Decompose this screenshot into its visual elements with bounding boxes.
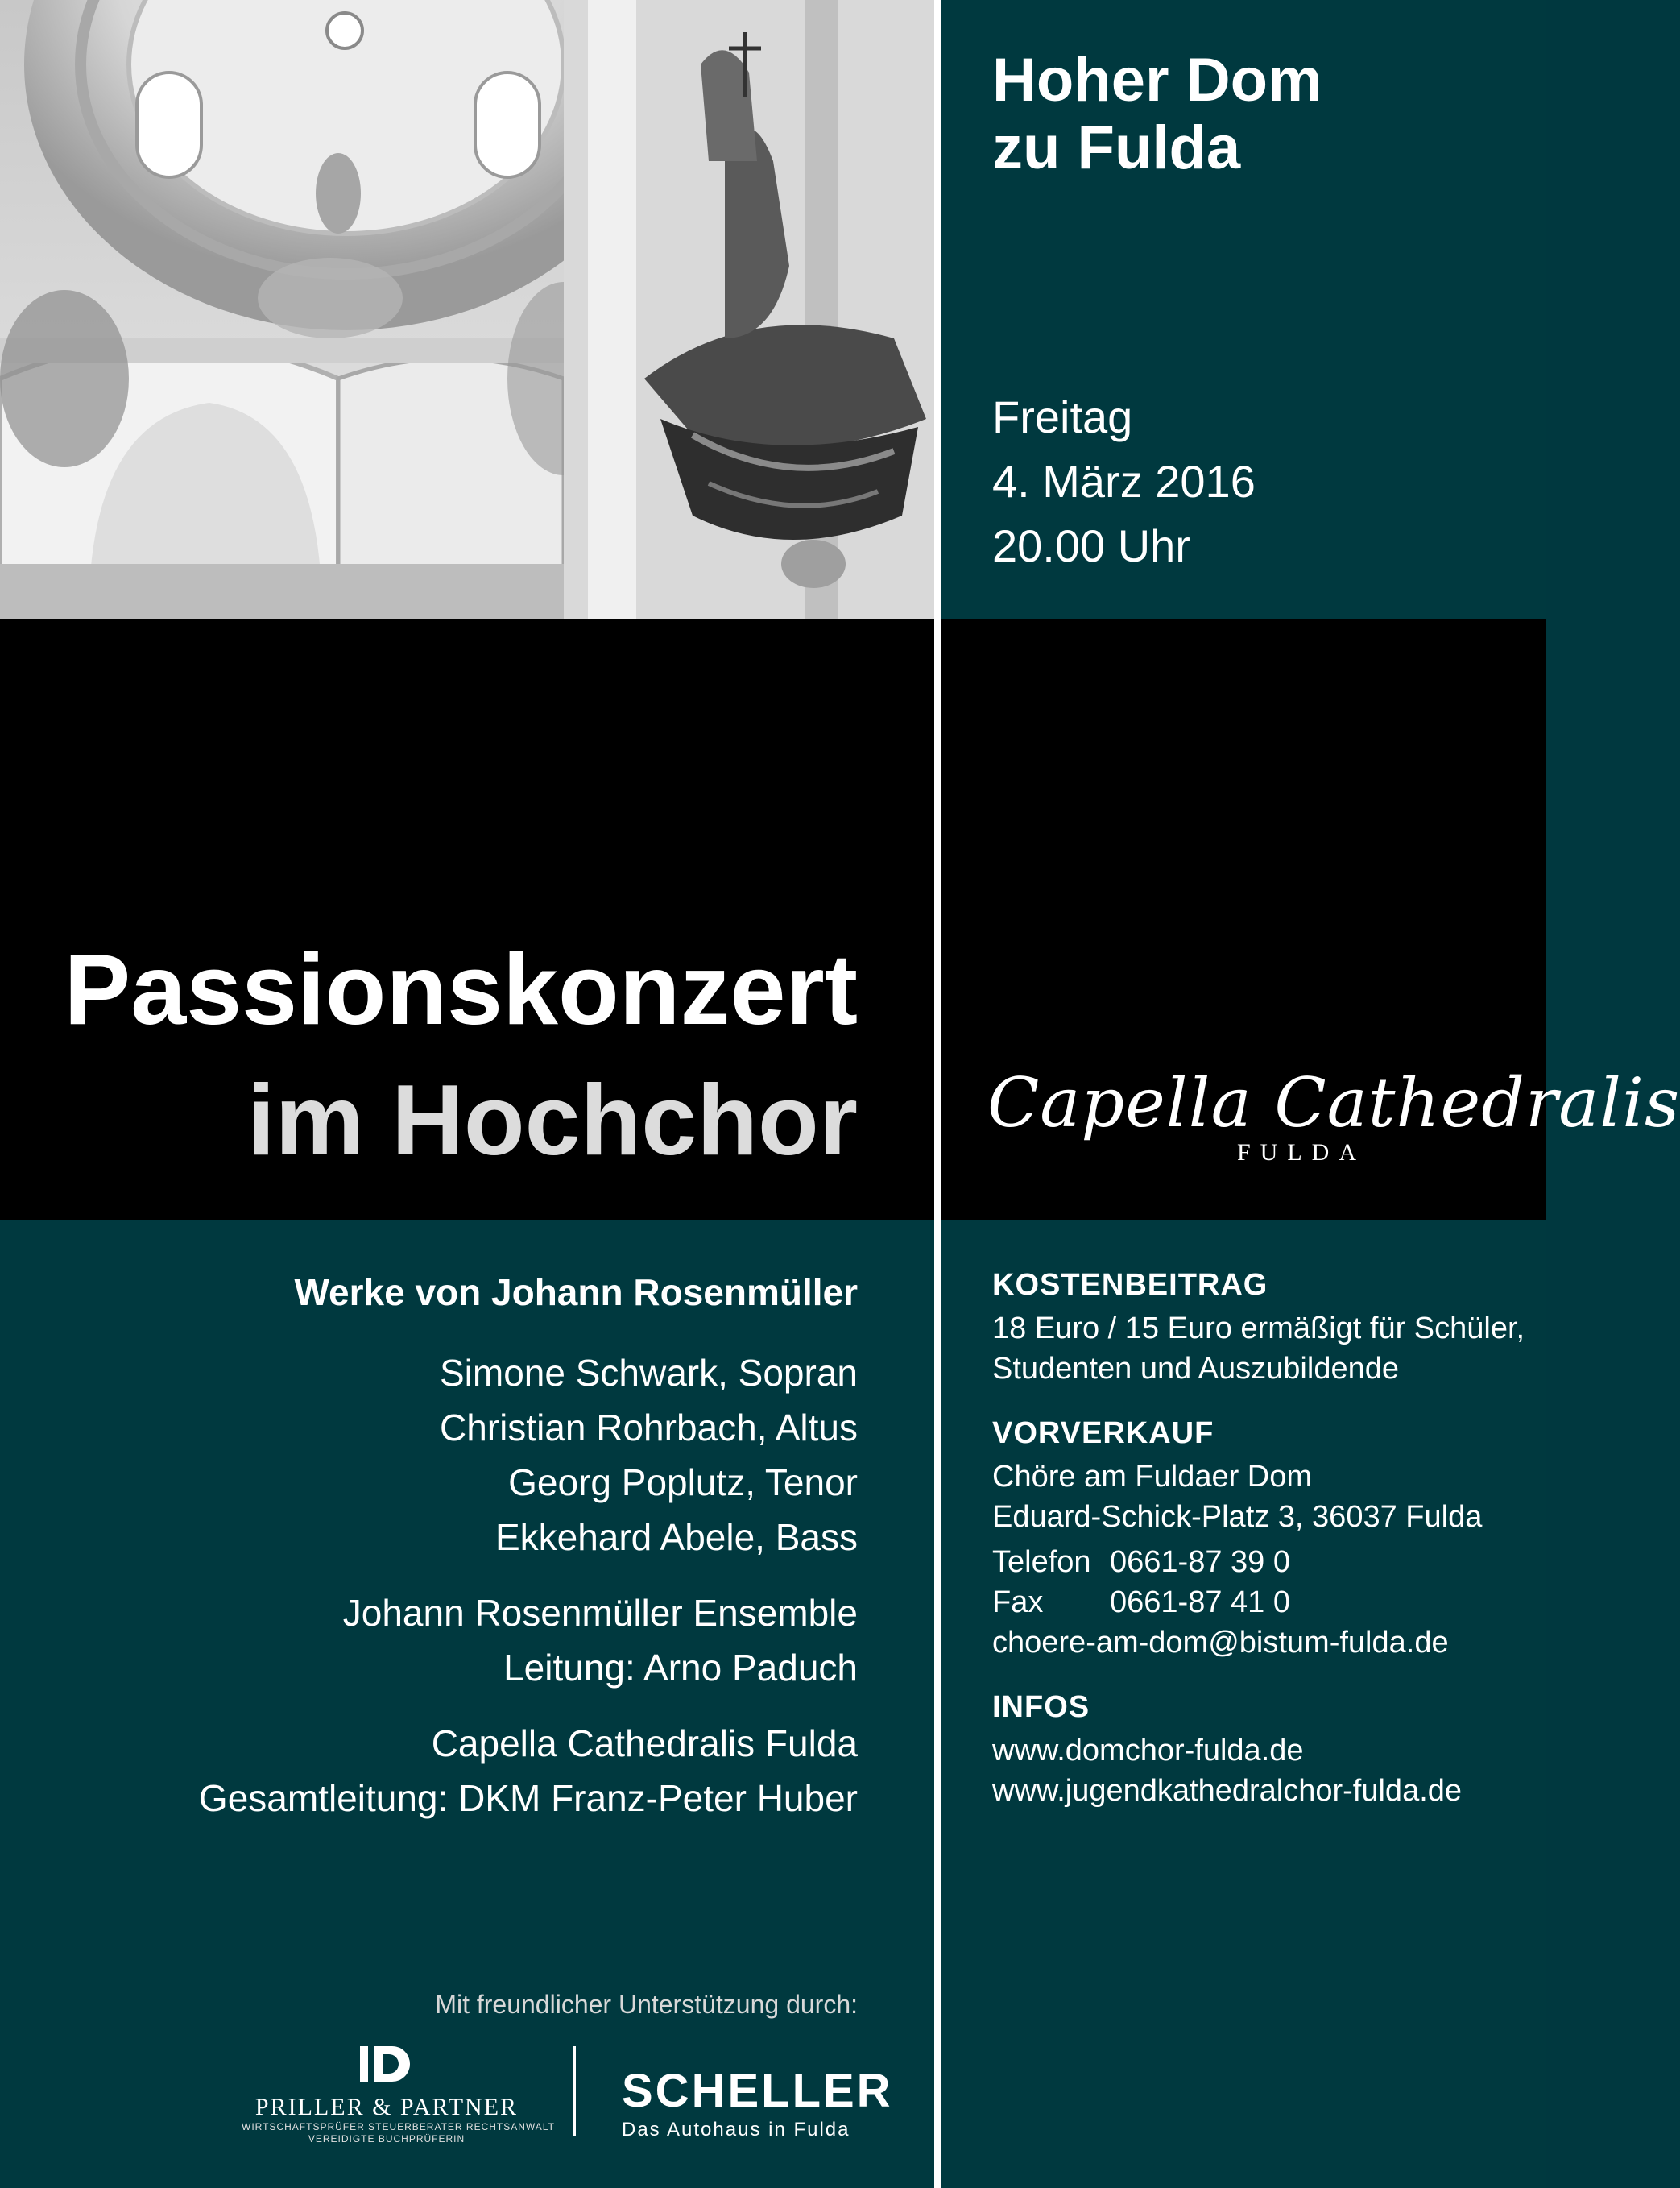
scheller-sub: Das Autohaus in Fulda [622,2119,850,2140]
venue-line-1: Hoher Dom [992,46,1322,114]
program-column [199,1265,858,1846]
presale-line: Chöre am Fuldaer Dom [992,1460,1313,1494]
event-weekday: Freitag [992,392,1133,442]
cost-heading: KOSTENBEITRAG [992,1268,1268,1302]
scheller-logo [622,2067,893,2141]
scheller-name: SCHELLER [622,2065,893,2117]
vertical-divider [934,0,941,2188]
soloist-line: Simone Schwark, Sopran [439,1352,858,1394]
program-heading: Werke von Johann Rosenmüller [294,1271,858,1313]
presale-line: Eduard-Schick-Platz 3, 36037 Fulda [992,1500,1483,1534]
web-link: www.domchor-fulda.de [992,1734,1304,1767]
cathedral-interior-image [0,0,934,619]
choir-line: Capella Cathedralis Fulda [431,1722,858,1764]
priller-partner-logo [242,2046,555,2145]
cost-line: 18 Euro / 15 Euro ermäßigt für Schüler, [992,1312,1525,1345]
ensemble-group [199,1585,858,1695]
capella-cathedralis-logo [987,1063,1680,1167]
capella-logo-script: Capella Cathedralis [987,1063,1680,1142]
priller-mark-icon [358,2046,415,2085]
contact-block [992,1542,1525,1663]
priller-name: PRILLER & PARTNER [254,2094,519,2120]
ensemble-line: Johann Rosenmüller Ensemble [342,1592,858,1634]
ensemble-line: Leitung: Arno Paduch [503,1647,858,1689]
phone-number: 0661-87 39 0 [1110,1545,1290,1579]
presale-heading: VORVERKAUF [992,1416,1214,1450]
soloists-group [199,1345,858,1564]
fax-number: 0661-87 41 0 [1110,1585,1290,1619]
presale-block [992,1413,1525,1537]
priller-sub-1: WIRTSCHAFTSPRÜFER STEUERBERATER RECHTSANWALT [242,2121,555,2132]
cathedral-photo [0,0,934,619]
priller-sub-2: VEREIDIGTE BUCHPRÜFERIN [308,2133,466,2144]
email-address: choere-am-dom@bistum-fulda.de [992,1626,1449,1660]
phone-label: Telefon [992,1545,1091,1579]
concert-title-line-2: im Hochchor [247,1065,858,1176]
venue-line-2: zu Fulda [992,114,1241,182]
event-time: 20.00 Uhr [992,520,1190,571]
event-date-text: 4. März 2016 [992,456,1256,507]
venue-title [992,47,1322,182]
web-link: www.jugendkathedralchor-fulda.de [992,1774,1463,1808]
choir-line: Gesamtleitung: DKM Franz-Peter Huber [198,1777,858,1819]
capella-logo-sub: FULDA [1236,1139,1366,1166]
event-date [992,385,1256,578]
info-column [992,1265,1525,1835]
soloist-line: Christian Rohrbach, Altus [439,1407,858,1448]
concert-title [64,925,858,1186]
support-label: Mit freundlicher Unterstützung durch: [435,1990,858,2019]
cost-line: Studenten und Auszubildende [992,1352,1399,1386]
infos-block [992,1687,1525,1811]
soloist-line: Georg Poplutz, Tenor [508,1461,858,1503]
soloist-line: Ekkehard Abele, Bass [494,1516,858,1558]
concert-title-line-1: Passionskonzert [64,934,858,1046]
fax-row [992,1582,1525,1622]
phone-row [992,1542,1525,1582]
cost-block [992,1265,1525,1389]
sponsor-divider [573,2046,576,2136]
choir-group [199,1716,858,1825]
fax-label: Fax [992,1585,1044,1619]
infos-heading: INFOS [992,1690,1090,1724]
